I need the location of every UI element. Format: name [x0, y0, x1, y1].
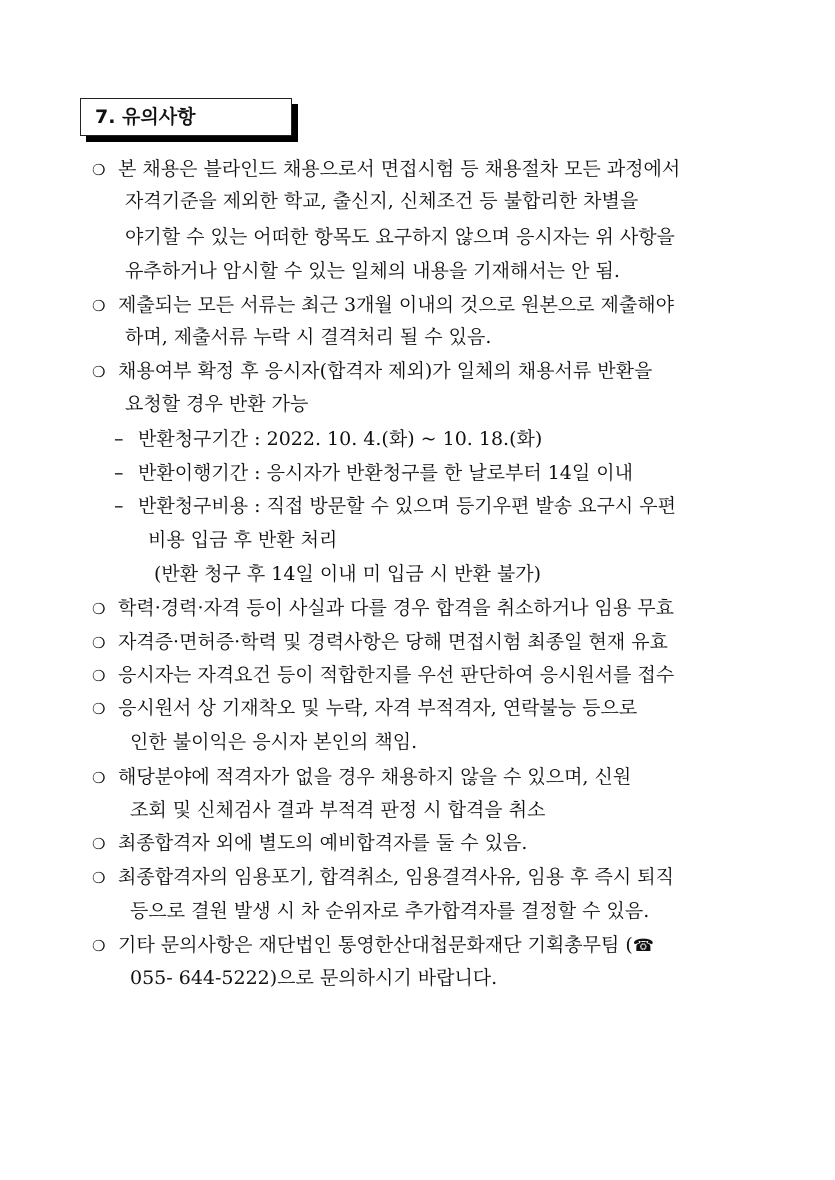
circle-bullet-icon: ❍: [92, 769, 106, 787]
circle-bullet-icon: ❍: [92, 869, 106, 887]
bullet-item: [92, 596, 674, 621]
dash-text: 반환청구기간 : 2022. 10. 4.(화) ~ 10. 18.(화): [138, 428, 543, 450]
bullet-continuation-line: 하며, 제출서류 누락 시 결격처리 될 수 있음.: [125, 326, 492, 348]
circle-bullet-icon: ❍: [92, 297, 106, 315]
bullet-text-line: 최종합격자의 임용포기, 합격취소, 임용결격사유, 임용 후 즉시 퇴직: [118, 866, 674, 888]
bullet-text-line: 응시자는 자격요건 등이 적합한지를 우선 판단하여 응시원서를 접수: [118, 664, 675, 686]
circle-bullet-icon: ❍: [92, 835, 106, 853]
bullet-continuation-line: 조회 및 신체검사 결과 부적격 판정 시 합격을 취소: [130, 799, 546, 821]
bullet-text-line: 제출되는 모든 서류는 최근 3개월 이내의 것으로 원본으로 제출해야: [118, 294, 674, 316]
circle-bullet-icon: ❍: [92, 667, 106, 685]
dash-item: [114, 427, 542, 451]
bullet-text-line: 본 채용은 블라인드 채용으로서 면접시험 등 채용절차 모든 과정에서: [118, 158, 681, 180]
section-header-box: [80, 98, 292, 136]
bullet-text-line: 최종합격자 외에 별도의 예비합격자를 둘 수 있음.: [118, 832, 528, 854]
bullet-item: [92, 663, 674, 688]
dash-marker: –: [114, 495, 124, 517]
circle-bullet-icon: ❍: [92, 161, 106, 179]
bullet-text-line: 학력·경력·자격 등이 사실과 다를 경우 합격을 취소하거나 임용 무효: [118, 597, 674, 619]
bullet-continuation-line: 055- 644-5222)으로 문의하시기 바랍니다.: [130, 967, 498, 989]
bullet-item: [92, 831, 527, 856]
dash-item: [114, 494, 676, 518]
circle-bullet-icon: ❍: [92, 363, 106, 381]
bullet-item: [92, 630, 668, 655]
dash-text: 반환청구비용 : 직접 방문할 수 있으며 등기우편 발송 요구시 우편: [138, 495, 676, 517]
bullet-text-line: 해당분야에 적격자가 없을 경우 채용하지 않을 수 있으며, 신원: [118, 766, 632, 788]
section-title: 7. 유의사항: [95, 106, 196, 128]
dash-item: [114, 461, 633, 485]
bullet-item: [92, 765, 631, 790]
bullet-item: [92, 293, 674, 318]
bullet-continuation-line: 유추하거나 암시할 수 있는 일체의 내용을 기재해서는 안 됨.: [125, 260, 620, 282]
bullet-continuation-line: 인한 불이익은 응시자 본인의 책임.: [130, 731, 418, 753]
bullet-text-line: 자격증·면허증·학력 및 경력사항은 당해 면접시험 최종일 현재 유효: [118, 631, 668, 653]
dash-marker: –: [114, 428, 124, 450]
bullet-item: [92, 865, 674, 890]
circle-bullet-icon: ❍: [92, 634, 106, 652]
bullet-text-line: 채용여부 확정 후 응시자(합격자 제외)가 일체의 채용서류 반환을: [118, 360, 653, 382]
bullet-continuation-line: 자격기준을 제외한 학교, 출신지, 신체조건 등 불합리한 차별을: [125, 190, 639, 212]
bullet-item: [92, 933, 654, 958]
circle-bullet-icon: ❍: [92, 600, 106, 618]
circle-bullet-icon: ❍: [92, 937, 106, 955]
dash-continuation-line: 비용 입금 후 반환 처리: [148, 529, 338, 551]
dash-note-line: (반환 청구 후 14일 이내 미 입금 시 반환 불가): [154, 563, 542, 585]
bullet-item: [92, 157, 680, 182]
bullet-text-line: 기타 문의사항은 재단법인 통영한산대첩문화재단 기획총무팀 (: [118, 934, 633, 956]
bullet-continuation-line: 야기할 수 있는 어떠한 항목도 요구하지 않으며 응시자는 위 사항을: [125, 226, 675, 248]
bullet-continuation-line: 요청할 경우 반환 가능: [125, 393, 309, 415]
bullet-continuation-line: 등으로 결원 발생 시 차 순위자로 추가합격자를 결정할 수 있음.: [130, 900, 650, 922]
bullet-item: [92, 696, 637, 721]
circle-bullet-icon: ❍: [92, 700, 106, 718]
dash-marker: –: [114, 462, 124, 484]
phone-icon: ☎: [632, 936, 655, 956]
dash-text: 반환이행기간 : 응시자가 반환청구를 한 날로부터 14일 이내: [138, 462, 633, 484]
bullet-text-line: 응시원서 상 기재착오 및 누락, 자격 부적격자, 연락불능 등으로: [118, 697, 638, 719]
bullet-item: [92, 359, 652, 384]
